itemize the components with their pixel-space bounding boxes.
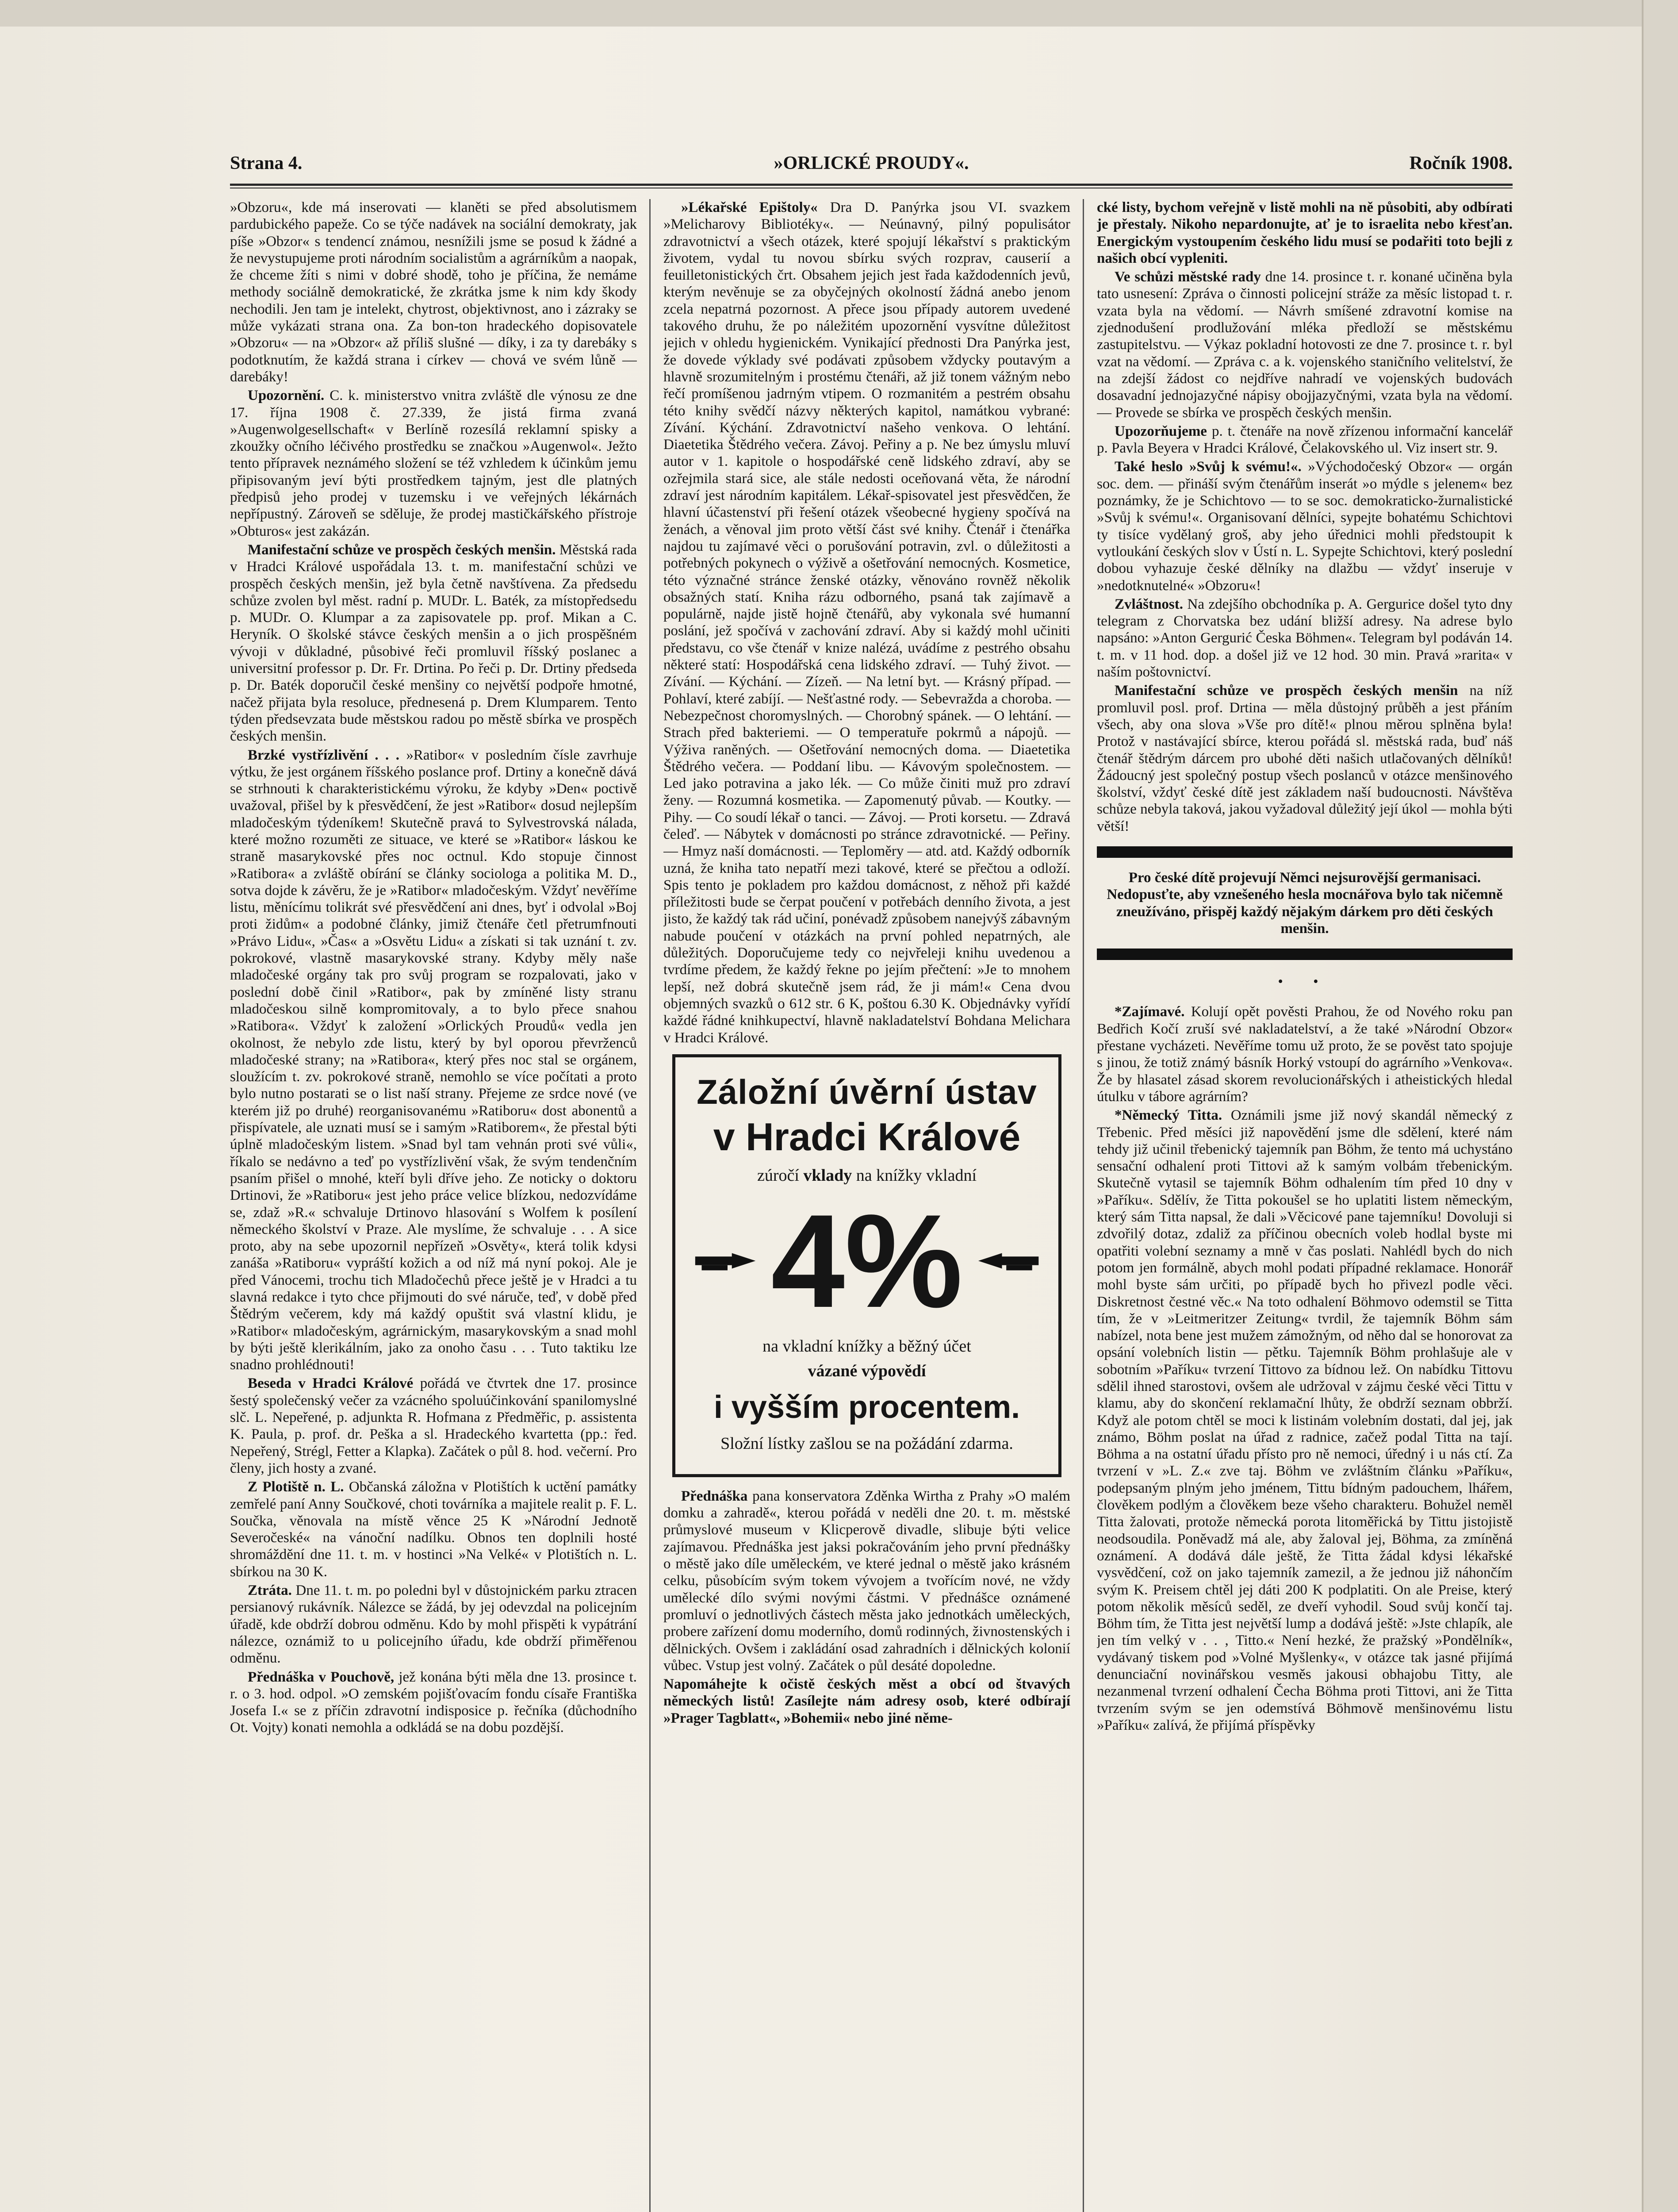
- black-bar: [1097, 846, 1513, 858]
- article: *Německý Titta. Oznámili jsme již nový skandál německý z Třebenic. Před měsíci již napovědění jsme dle sdělení, které nám tehdy již učinil třebenický tajemník pan Böhm, že tento má uchystáno sensační odhalení proti Tittovi až k samým volbám třebenickým. Skutečně vytasil se tajemník Böhm odhalením tím před 10 dny v »Paříku«. Sdělív, že Titta pokoušel se ho uplatiti listem německým, který sám Titta napsal, že dali »Věcicové pane tajemníku! Dovoluji si zdvořilý dotaz, zdaliž za příčinou obecních voleb hodlal byste mi opatřiti volební seznamy a mně v čas poslati. Nahlédl bych do nich potom jen formálně, abych mohl podati případné reklamace. Honorář mohl byste sám určiti, po případě bych ho přivezl podle věci. Diskretnost čestné věc.« Na toto odhalení Böhmovo odemstil se Titta tím, že v »Leitmeritzer Zeitung« tvrdil, že tajemník Böhm sám nabízel, nota bene jest mužem zámožným, od něho dal se honorovat za opsání volebních listin — pětku. Tajemník Böhm prohlašuje ale v sobotním »Paříku« tvrzení Tittovo za bídnou lež. On nabídku Tittovu sdělil ihned starostovi, ovšem ale udržoval v zájmu české věci Tittu v klamu, aby do skončení reklamační lhůty, že obdrží seznam obbrží. Když ale potom chtěl se moci k listinám volebním dostati, dal jej, jak známo, Böhm poslat na úřad z radnice, začež podal Titta na tají. Böhma a na ostatní úřadu přísto pro ně nemoci, úředný i u nás ctí. Za tvrzení v »L. Z.« zve taj. Böhm ve zvláštním článku »Paříku«, podepsaným plným jeho jménem, Tittu bídným padouchem, lhářem, člověkem podlým a člověkem beze všeho charakteru. Bohužel neměl Titta žalovati, protože německá porota litoměřická by Tittu jistojistě neodsoudila. Poněvadž má ale, aby žaloval jej, Böhma, za zmíněná oznámení. A dodává dále ještě, že Titta žádal kdysi lékařské vysvědčení, což on jako tajemník zamezil, a že jednou již náhončím svým K. Preisem chtěl jej dáti 200 K podplatiti. On ale Preise, který potom několik měsíců seděl, ze dveří vyhodil. Soud svůj končí taj. Böhm tím, že Titta jest největší lump a dodává ještě: »Jste chlapík, ale jen tím velký v . . , Titto.« Není hezké, že pražský »Pondělník«, vydávaný tiskem pod »Volné Myšlenky«, v otázce tak jasné přijímá denunciační novinářskou vesměs jakousi obhajobu Titty, ale nezanmenal tvrzení odhalení Čecha Böhma proti Tittovi, ani že Titta tvrzením svým se jen odemstívá Böhmově menšinovému listu »Paříku« zalívá, že přijímá příspěvky: [1097, 1107, 1513, 1733]
- column-divider: [1083, 199, 1084, 2212]
- article-heading: Beseda v Hradci Králové: [248, 1375, 414, 1392]
- appeal-text: Napomáhejte k očistě českých měst a obcí od štvavých německých listů! Zasílejte nám adresy osob, které odbírají »Prager Tagblatt«, »Bohemii« nebo jiné něme-: [663, 1676, 1070, 1726]
- header-rule: [230, 184, 1513, 186]
- article-heading: Zvláštnost.: [1115, 596, 1183, 612]
- scan-border-top: [0, 0, 1678, 27]
- article-heading: Ztráta.: [248, 1582, 292, 1599]
- scan-border-right: [1642, 0, 1678, 2212]
- ad-notice-line: vázané výpovědí: [808, 1361, 926, 1380]
- ad-higher-rate: i vyšším procentem.: [713, 1389, 1020, 1425]
- article: Brzké vystřízlivění . . . »Ratibor« v posledním čísle zavrhuje výtku, že jest orgánem říšského poslance prof. Drtiny a konečně dává se strhnouti k charakteristickému výroku, že kdyby »Den« poctivě uvažoval, přišel by k přesvědčení, že jest »Ratibor« dosud nejlepším mladočeským týdeníkem! Skutečně pravá to Sylvestrovská nálada, které možno rozuměti ze situace, ve které se »Ratibor« láskou ke straně masarykovské přes noc octnul. Kdo stopuje činnost »Ratibora« a zvláště obírání se články sociologa a politika M. D., sotva dojde k závěru, že je »Ratibor« mladočeským. Vždyť nevěříme listu, měnícímu tolikrát své přesvědčení ani dnes, byť i odvolal »Boj proti židům« a podobné články, jimiž čtenáře četl přetrumfnouti »Právo Lidu«, »Čas« a »Osvětu Lidu« a získati si tak uznání t. zv. pokrokové, vlastně masarykovské strany. Kdyby měly naše mladočeské orgány tak pro svůj program se rozpalovati, jako v poslední době činil »Ratibor«, pak by zmíněné listy stranu mladočeskou silně kompromitovaly, a to bylo přece snahou »Ratibora«. Vždyť k založení »Orlických Proudů« vedla jen okolnost, že nebylo zde listu, který by byl oporou převrženců mladočeské strany; na »Ratibora«, který přes noc stal se orgánem, sloužícím t. zv. pokrokové straně, nemohlo se více počítati a proto bylo nutno postarati se o list naší strany. Přejeme ze srdce nové (ve kterém již po druhé) reorganisovanému »Ratiboru« dost abonentů a přispívatele, ale uznati musí se i samým »Ratiborem«, že přestal býti úplně mladočeským listem. »Snad byl tam vehnán proti své vůli«, říkalo se nedávno a teď po vystřízlivění však, že svým tendenčním psaním přišel o mnohé, kteří byli dříve jeho. Ze noticky o doktoru Drtinovi, že »Ratiboru« jest jeho práce velice blízkou, nedozvídáme se, zdaž »R.« schvaluje Drtinovo hlasování s Wolfem k posílení německého školství v Praze. Ale myslíme, že schvaluje . . . A sice proto, aby na sebe upozornil nepřízeň »Osvěty«, která tolik kdysi zanáša »Ratiboru« vypráští kožich a od níž má nyní pokoj. Ale je před Vánocemi, trochu tich Mladočechů přece ještě je v Hradci a tu slavná redakce i tyto chce přijmouti do své náruče, teď, v době před Štědrým večerem, kdy má každý opuštit svá vlastní klidu, je »Ratibor« mladočeským, agrárnickým, masarykovským a snad mohl by býti ještě klerikálním, jako za onoho času . . . Tuto taktiku lze snadno prohlédnouti!: [230, 747, 637, 1373]
- article: Také heslo »Svůj k svému!«. »Východočeský Obzor« — orgán soc. dem. — přináší svým čtenářům inserát »o mýdle s jelenem« bez poznámky, že je Schichtovo — to se soc. demokraticko-žurnalistické »Svůj k svému!«. Organisovaní dělníci, sypejte bohatému Schichtovi ty tisíce vydělaný groš, aby jeho úřednici mohli předstoupit k vytloukání českých slov v Ústí n. L. Sypejte Schichtovi, který poslední dobou vyhazuje české dělníky na dlažbu — vždyť inseruje v »nedotknutelné« »Obzoru«!: [1097, 459, 1513, 594]
- article: Ve schůzi městské rady dne 14. prosince t. r. konané učiněna byla tato usnesení: Zpráva o činnosti policejní stráže za měsíc listopad t. r. vzata byla na vědomí. — Návrh smíšené zdravotní komise na zjednodušení prodlužování mléka předloží se městskému zastupitelstvu. — Výkaz pokladní hotovosti ze dne 7. prosince t. r. byl vzat na vědomí. — Zpráva c. a k. vojenského staničního velitelství, že na zdejší žádost co nejdříve nahradí ve vojenských budovách dosavadní jednojazyčné nápisy obojjazyčnými, vzata byla na vědomí. — Provede se sbírka ve prospěch českých menšin.: [1097, 269, 1513, 421]
- article-heading: Přednáška v Pouchově,: [248, 1669, 395, 1685]
- column-2: [663, 199, 1070, 2212]
- page-number: Strana 4.: [230, 153, 303, 173]
- section-separator: • •: [1278, 974, 1332, 990]
- ad-slips-line: Složní lístky zašlou se na požádání zdarma.: [720, 1434, 1013, 1453]
- article: Manifestační schůze ve prospěch českých menšin na níž promluvil posl. prof. Drtina — měla důstojný průběh a jest přáním všech, aby ona slova »Vše pro dítě!« plnou měrou splněna byla! Protož v nastávající sbírce, kterou pořádá sl. městská rada, buď náš čtenář štědrým dárcem pro ubohé děti našich utlačovaných dělníků! Žádoucný jest společný postup všech poslanců v otázce menšinového školství, vždyť české dítě jest základem naší budoucnosti. Návštěva schůze nebyla taková, jakou vyžadoval důležitý její úkol — mohla býti větší!: [1097, 683, 1513, 834]
- article: »Obzoru«, kde má inserovati — klaněti se před absolutismem pardubického papeže. Co se týče nadávek na sociální demokraty, jak píše »Obzor« s tendencí známou, nesnížili jsme se posud k žádné a že nevystupujeme proti národním socialistům a agrárníkům a naopak, že chceme žíti s nimi v dobré shodě, toho je příčina, že nemáme methody sociálně demokratické, že zkrátka jsme k nim kdy škody nechodili. Jen tam je intelekt, chytrost, objektivnost, ano i zázraky se může vykázati strana ona. Za bon-ton hradeckého dopisovatele »Obzoru« — na »Obzor« až příliš slušné — díky, i za ty darebáky s podotknutím, že každá strana i církev — chová ve svém lůně — darebáky!: [230, 200, 637, 385]
- article: *Zajímavé. Kolují opět pověsti Prahou, že od Nového roku pan Bedřich Kočí zruší své nakladatelství, a že také »Národní Obzor« přestane vycházeti. Nevěříme tomu už proto, že se pověst tato spojuje s jinou, že totiž známý básník Horký vstoupí do agrárního »Venkova«. Že by hlasatel zásad skorem revolucionářských i atheistických hledal útulku v tábore agrárním?: [1097, 1004, 1513, 1105]
- article-heading: Z Plotiště n. L.: [248, 1479, 344, 1495]
- article: Beseda v Hradci Králové pořádá ve čtvrtek dne 17. prosince šestý společenský večer za vzácného spoluúčinkování spanilomyslné slč. L. Nepeřené, p. adjunkta R. Hofmana z Předměřic, p. assistenta K. Paula, p. prof. dr. Peška a sl. Hradeckého kvartetta (pp.: řed. Nepeřený, Strégl, Fetter a Klapka). Začátek o půl 8. hod. večerní. Pro členy, jich hosty a zvané.: [230, 1375, 637, 1476]
- ad-rate-row: [693, 1186, 1041, 1335]
- article-heading: Upozorňujeme: [1115, 423, 1207, 439]
- article-heading: Přednáška: [681, 1488, 748, 1504]
- article: Manifestační schůze ve prospěch českých menšin. Městská rada v Hradci Králové uspořádala 13. t. m. manifestační schůzi ve prospěch českých menšin, jež byla četně navštívena. Za předsedu schůze zvolen byl měst. radní p. MUDr. L. Baték, za místopředsedu p. MUDr. O. Klumpar a za zapisovatele pp. prof. Mikan a C. Heryník. O školské stávce českých menšin a o jich prospěšném vývoji v důkladné, působivé řeči promluvil říšský poslanec a universitní professor p. Dr. Fr. Drtina. Po řeči p. Dr. Drtiny předseda p. Dr. Baték doporučil české menšiny co největší podpoře hmotné, načež přijata byla resoluce, přednesená p. Drem Klumparem. Tento týden předsevzata bude městskou radou po městě sbírka ve prospěch českých menšin.: [230, 541, 637, 745]
- pointing-hand-left-icon: [976, 1248, 1041, 1274]
- pointing-hand-right-icon: [693, 1248, 758, 1274]
- article-heading: Ve schůzi městské rady: [1115, 269, 1261, 285]
- article: Upozornění. C. k. ministerstvo vnitra zvláště dle výnosu ze dne 17. října 1908 č. 27.339, že jistá firma zvaná »Augenwolgesellschaft« v Berlíně rozesílá reklamní spisky a zkoužky očního léčivého prostředku se značkou »Augenwol«. Ježto tento přípravek neznámého složení se též vzhledem k účinkům jemu připisovaným jeví býti prostředkem tajným, jest dle platných předpisů jeho prodej v tuzemsku i ve veřejných lékárnách nepřípustný. Zároveň se sděluje, že prodej mastičkářského přístroje »Obturos« jest zakázán.: [230, 388, 637, 539]
- ad-accounts-line: na vkladní knížky a běžný účet: [762, 1336, 971, 1356]
- masthead-title: »ORLICKÉ PROUDY«.: [774, 153, 969, 173]
- bank-advertisement: [672, 1054, 1061, 1477]
- column-divider: [649, 199, 651, 2212]
- column-3: [1097, 199, 1513, 2212]
- article: Přednáška v Pouchově, jež konána býti měla dne 13. prosince t. r. o 3. hod. odpol. »O zemském pojišťovacím fondu císaře Františka Josefa I.« se z příčin zdravotní indisposice p. řečníka (důchodního Ot. Vojty) konati nemohla a odkládá se na dobu pozdější.: [230, 1669, 637, 1736]
- ad-deposit-line: zúročí vklady na knížky vkladní: [757, 1166, 977, 1185]
- article-heading: *Německý Titta.: [1115, 1107, 1222, 1124]
- ad-bank-city: v Hradci Králové: [713, 1114, 1021, 1159]
- article-heading: Upozornění.: [248, 388, 325, 404]
- page-header: [230, 148, 1513, 179]
- article: Z Plotiště n. L. Občanská záložna v Plotištích k uctění památky zemřelé paní Anny Součkové, choti továrníka a majitele realit p. F. L. Součka, věnovala na místě věnce 25 K »Národní Jednotě Severočeské« na vánoční nadílku. Obnos ten doplnili hosté shromáždění dne 11. t. m. v hostinci »Na Velké« v Plotištích n. L. sbírkou na 30 K.: [230, 1479, 637, 1580]
- appeal-continuation: cké listy, bychom veřejně v listě mohli na ně působiti, aby odbírati je přestaly. Nikoho nepardonujte, ať je to israelita nebo křesťan. Energickým vystoupením českého lidu musí se podařiti toto bejli z našich obcí vypleniti.: [1097, 200, 1513, 266]
- article-heading: Také heslo »Svůj k svému!«.: [1115, 459, 1302, 475]
- article-heading: Manifestační schůze ve prospěch českých menšin: [1115, 683, 1458, 699]
- article-heading: »Lékařské Epištoly«: [681, 200, 818, 215]
- black-bar: [1097, 949, 1513, 960]
- column-1: [230, 199, 637, 2212]
- article-heading: Manifestační schůze ve prospěch českých menšin.: [248, 541, 556, 558]
- ad-bank-name: Záložní úvěrní ústav: [697, 1072, 1037, 1111]
- article: Zvláštnost. Na zdejšího obchodníka p. A. Gergurice došel tyto dny telegram z Chorvatska bez udání bližší adresy. Na adrese bylo napsáno: »Anton Gergurić Česka Böhmen«. Telegram byl podáván 14. t. m. v 11 hod. dop. a došel již ve 12 hod. 30 min. Pravá »rarita« v naším poštovnictví.: [1097, 596, 1513, 680]
- article: »Lékařské Epištoly« Dra D. Panýrka jsou VI. svazkem »Melicharovy Bibliotéky«. — Neúnavný, pilný populisátor zdravotnictví a všech otázek, které spojují lékařství s praktickým životem, vydal tu novou sbírku svých rozprav, causerií a feuilletonistických črt. Obsahem jejich jest řada každodenních jevů, kterým nevěnuje se za obyčejných okolností žádná anebo jenom zcela nepatrná pozornost. A přece jsou případy autorem uvedené takového druhu, že po náležitém upozornění vysvítne důležitost jejich v ohledu hygienickém. Vynikající přednosti Dra Panýrka jest, že dovede výklady své podávati způsobem vždycky poutavým a hlavně srozumitelným i prostému čtenáři, až již tonem vážným nebo řečí promíšenou jadrným vtipem. O rozmanitém a pestrém obsahu této knihy svědčí názvy některých kapitol, namátkou vybrané: Zívání. Kýchání. Zdravotnictví našeho venkova. O lehtání. Diaetetika Štědrého večera. Závoj. Peřiny a p. Ne bez úmyslu mluví autor v 1. kapitole o hospodářské ceně lidského zdraví, aby se ozřejmila stará sice, ale stále nedosti oceňovaná věta, že národní zdraví jest národním kapitálem. Lékař-spisovatel jest přesvědčen, že hlavní účastenství při řešení otázek všeobecné hygieny spočívá na ženách, a věnoval jim proto větší část své knihy. Čtenář i čtenářka najdou tu zajímavé věci o porušování potravin, zvl. o důležitosti a potřebných pokynech o výživě a ošetřování nemocných. Kosmetice, této význačné stránce ženské otázky, věnováno rovněž několik obsažných statí. Kniha rázu odborného, psaná tak zajímavě a populárně, najde jistě hojně čtenářů, aby vykonala své humanní poslání, jež spočívá v zachování zdraví. Aby si každý mohl učiniti představu, co vše čtenář v knize nalézá, uvádíme z pestrého obsahu některé statí: Hospodářská cena lidského zdraví. — Tuhý život. — Zívání. — Kýchání. — Zízeň. — Na letní byt. — Krásný případ. — Pohlaví, které zabíjí. — Nešťastné rody. — Sebevražda a choroba. — Nebezpečnost choromyslných. — Chorobný spánek. — O lehtání. — Strach před bakteriemi. — O temperatuře pokrmů a nápojů. — Výživa raněných. — Ošetřování nemocných doma. — Diaetetika Štědrého večera. — Poddaní libu. — Kávovým společnostem. — Led jako potravina a jako lék. — Co může činiti muž pro zdraví ženy. — Rozumná kosmetika. — Zapomenutý půvab. — Koutky. — Pihy. — Co soudí lékař o tanci. — Závoj. — Proti korsetu. — Zdravá čeleď. — Nábytek v domácnosti po stránce zdravotnické. — Peřiny. — Hmyz naší domácnosti. — Teploměry — atd. atd. Každý odborník uzná, že kniha tato nepatří mezi takové, které se přečtou a odloží. Spis tento je pokladem pro každou domácnost, z něhož při každé příležitosti bude se čerpat poučení v potřebách denního života, a jest jisto, že každý tak rád učiní, ponévadž způsobem nanejvýš zábavným nabude poučení v otázkách na první pohled nepatrných, ale důležitých. Doporučujeme tedy co nejvřeleji knihu uvedenou a tvrdíme předem, že každý řekne po jejím přečtení: »Je to mnohem lepší, než dobrá skutečně jsem rád, že ji mám!« Cena dvou objemných svazků o 612 str. 6 K, poštou 6.30 K. Objednávky vyřídí každé řádné knihkupectví, hlavně nakladatelství Bohdana Melichara v Hradci Králové.: [663, 200, 1070, 1046]
- article: Přednáška pana konservatora Zděnka Wirtha z Prahy »O malém domku a zahradě«, kterou pořádá v neděli dne 20. t. m. městské průmyslové museum v Klicperově divadle, slibuje býti velice zajímavou. Přednáška jest jaksi pokračováním jeho první přednášky o městě jako díle uměleckém, ve které jednal o městě jako krásném celku, působícím svým tokem vývojem a tvořícím nové, ne vždy umělecké dílo svými novými částmi. V přednášce oznámené promluví o jednotlivých částech města jako jednotkách uměleckých, probere zařízení domu moderního, domů rodinných, živnostenských i dělnických. Ovšem i zakládání osad zahradních i dělnických kolonií vůbec. Vstup jest volný. Začátek o půl desáté dopoledne.: [663, 1488, 1070, 1674]
- article-heading: Brzké vystřízlivění . . .: [248, 747, 399, 763]
- appeal-box: Pro české dítě projevují Němci nejsurovější germanisaci. Nedopusťte, aby vznešeného hesla mocnářova bylo tak ničemně zneužíváno, přispěj každý nějakým dárkem pro děti českých menšin.: [1107, 869, 1503, 937]
- article: Ztráta. Dne 11. t. m. po poledni byl v důstojnickém parku ztracen persianový rukávník. Nálezce se žádá, by jej odevzdal na policejním úřadě, kde obdrží dobrou odměnu. Kdo by mohl přispěti k vypátrání nálezce, oznámiž to u policejního úřadu, kde obdrží přiměřenou odměnu.: [230, 1582, 637, 1667]
- article-heading: *Zajímavé.: [1115, 1004, 1185, 1020]
- article: Upozorňujeme p. t. čtenáře na nově zřízenou informační kancelář p. Pavla Beyera v Hradci Králové, Čelakovského ul. Viz insert str. 9.: [1097, 423, 1513, 457]
- volume-year: Ročník 1908.: [1409, 153, 1513, 173]
- ad-interest-rate: 4%: [771, 1186, 963, 1335]
